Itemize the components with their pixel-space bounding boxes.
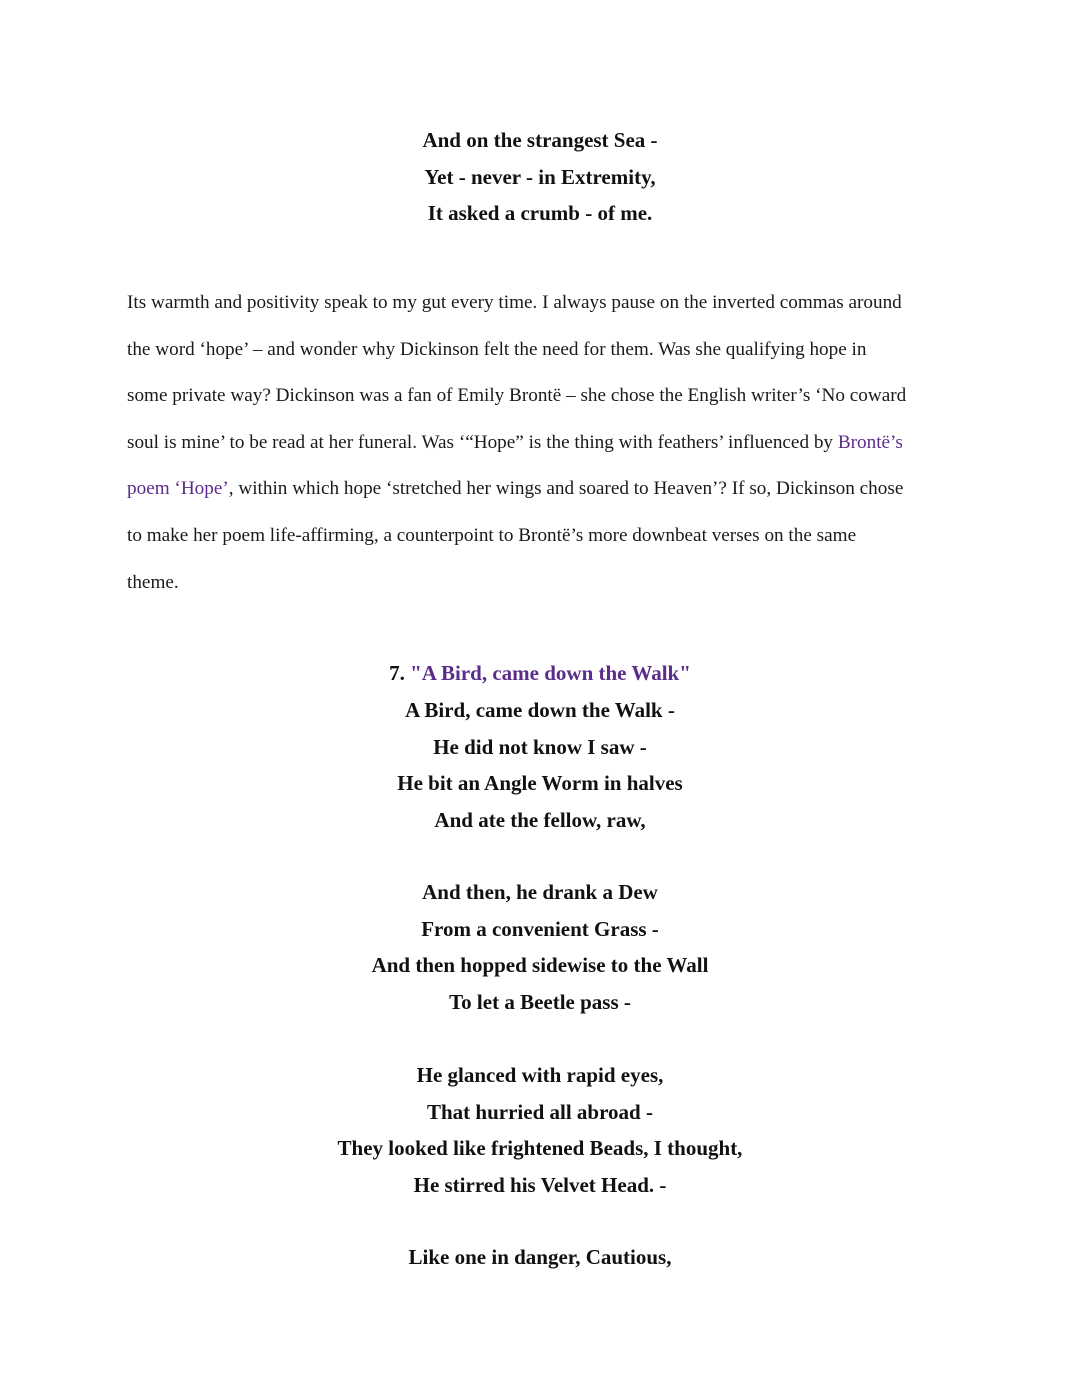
paragraph-text: , within which hope ‘stretched her wings and soared to Heaven’? If so, Dickinson chose	[228, 478, 904, 500]
poem-number: 7.	[389, 661, 411, 685]
poem-heading	[0, 655, 1080, 692]
poem-line: And then, he drank a Dew	[422, 880, 658, 904]
poem-title: "A Bird, came down the Walk"	[410, 661, 691, 685]
poem-line: And then hopped sidewise to the Wall	[371, 953, 709, 978]
poem-line: It asked a crumb - of me.	[427, 201, 653, 226]
paragraph-line: Its warmth and positivity speak to my gut every time. I always pause on the inverted commas around	[127, 292, 902, 313]
poem-line: To let a Beetle pass -	[449, 989, 631, 1014]
poem-line: He bit an Angle Worm in halves	[397, 771, 683, 796]
poem-line: And on the strangest Sea -	[422, 128, 658, 152]
paragraph-line: theme.	[127, 571, 179, 593]
poem-stanza	[0, 692, 1080, 838]
poem-stanza	[0, 874, 1080, 1020]
paragraph-line	[127, 420, 967, 467]
poem-line: They looked like frightened Beads, I thought,	[337, 1136, 743, 1161]
poem-line: That hurried all abroad -	[427, 1099, 653, 1124]
bronte-hope-poem-link[interactable]: poem ‘Hope’	[127, 478, 229, 500]
bronte-link[interactable]: Brontë’s	[837, 431, 903, 453]
poem-line: A Bird, came down the Walk -	[405, 698, 675, 722]
previous-poem-stanza	[0, 122, 1080, 232]
poem-line: He glanced with rapid eyes,	[416, 1063, 664, 1087]
commentary-paragraph	[127, 280, 967, 606]
poem-stanza	[0, 1239, 1080, 1276]
poem-line: And ate the fellow, raw,	[434, 807, 646, 832]
paragraph-line: to make her poem life-affirming, a counterpoint to Brontë’s more downbeat verses on the same	[127, 524, 857, 546]
poem-stanza	[0, 1057, 1080, 1203]
paragraph-line: some private way? Dickinson was a fan of Emily Brontë – she chose the English writer’s ‘No coward	[127, 385, 907, 407]
poem-line: From a convenient Grass -	[421, 916, 659, 941]
paragraph-line: the word ‘hope’ – and wonder why Dickinson felt the need for them. Was she qualifying hope in	[127, 338, 867, 360]
poem-line: Yet - never - in Extremity,	[424, 164, 656, 189]
poem-line: He stirred his Velvet Head. -	[413, 1172, 667, 1197]
poem-line: Like one in danger, Cautious,	[408, 1245, 672, 1269]
paragraph-line	[127, 466, 967, 513]
paragraph-text: soul is mine’ to be read at her funeral. Was ‘“Hope” is the thing with feathers’ influenced by	[127, 431, 838, 453]
poem-line: He did not know I saw -	[433, 734, 647, 759]
